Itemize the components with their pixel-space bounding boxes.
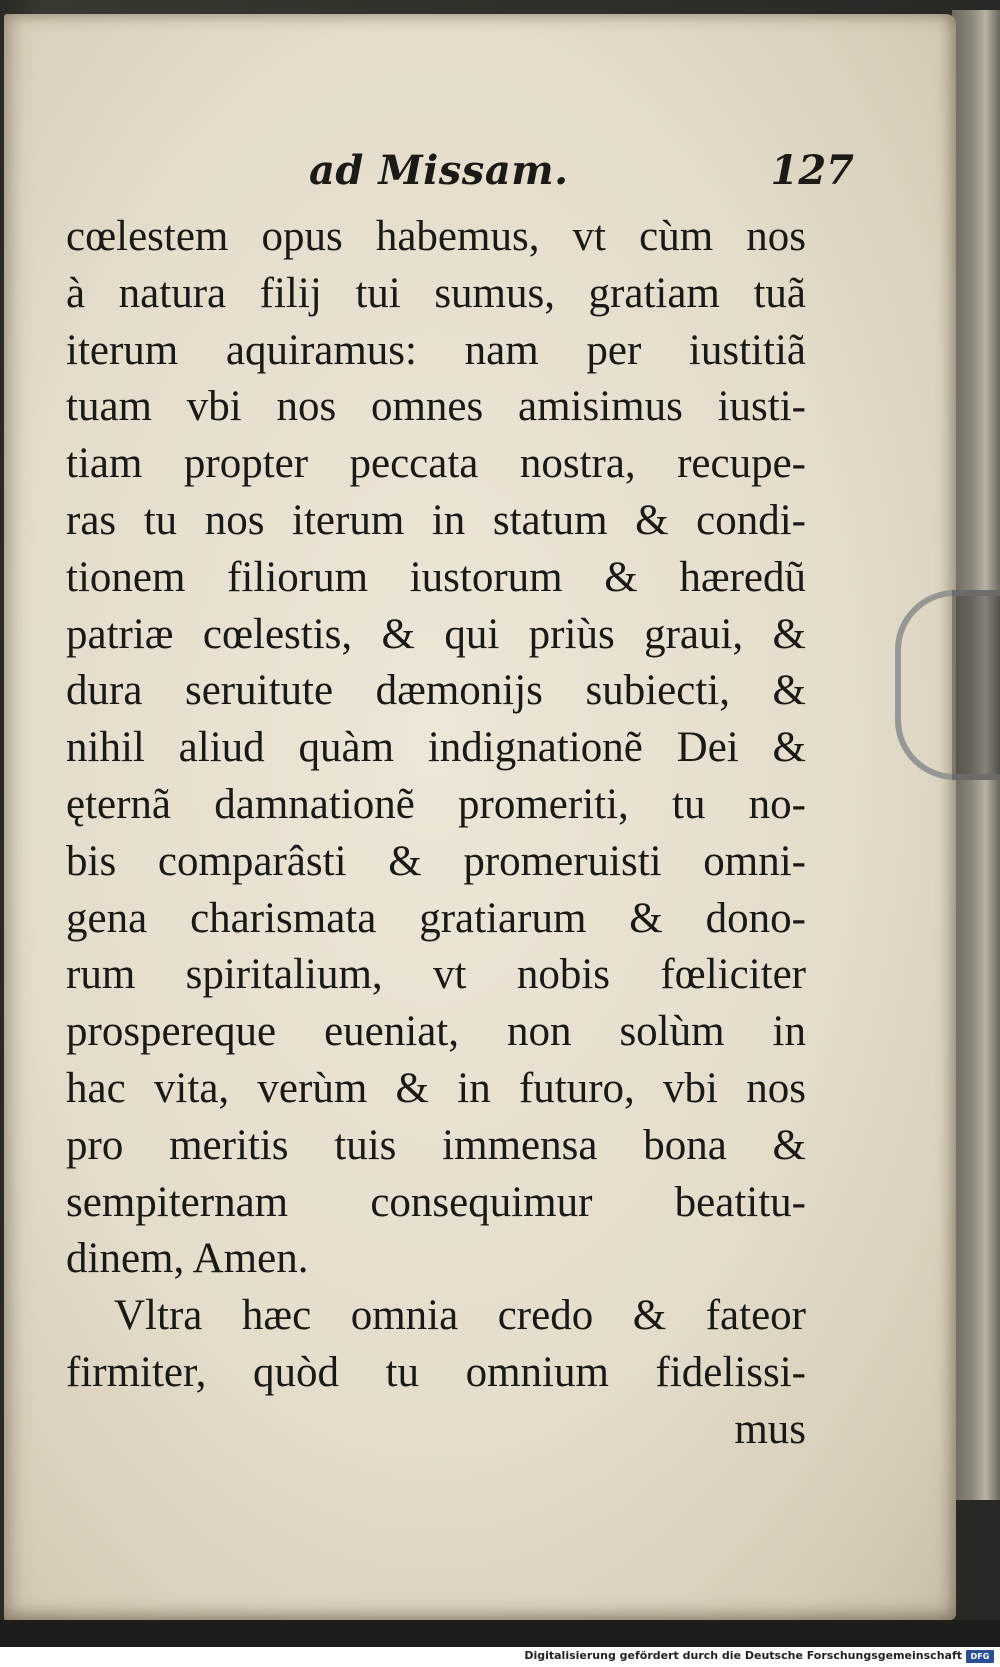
text-line: dinem, Amen. — [66, 1235, 309, 1283]
text-line: hac vita, verùm & in futuro, vbi nos — [66, 1064, 806, 1112]
text-line: Vltra hæc omnia credo & fateor — [114, 1292, 806, 1340]
text-line: ęternã damnationẽ promeriti, tu no- — [66, 780, 806, 828]
running-head: ad Missam. — [309, 147, 569, 194]
text-line: sempiternam consequimur beatitu- — [66, 1178, 806, 1226]
text-line: tiam propter peccata nostra, recupe- — [66, 440, 806, 488]
text-line: bis comparâsti & promeruisti omni- — [66, 837, 806, 885]
clip-shadow — [952, 590, 1000, 780]
text-line: rum spiritalium, vt nobis fœliciter — [66, 951, 806, 999]
text-line: gena charismata gratiarum & dono- — [66, 894, 806, 942]
text-line: à natura filij tui sumus, gratiam tuã — [66, 269, 806, 317]
text-line: pro meritis tuis immensa bona & — [66, 1121, 806, 1169]
text-line: cœlestem opus habemus, vt cùm nos — [66, 213, 806, 260]
text-line: firmiter, quòd tu omnium fidelissi- — [66, 1348, 806, 1396]
text-line: tionem filiorum iustorum & hæredũ — [66, 553, 806, 601]
scan-bottom-margin — [0, 1620, 1000, 1647]
text-line: nihil aliud quàm indignationẽ Dei & — [66, 724, 806, 772]
text-line: tuam vbi nos omnes amisimus iusti- — [66, 383, 806, 431]
funding-credit: Digitalisierung gefördert durch die Deutsche Forschungsgemeinschaft — [524, 1649, 962, 1662]
book-page — [4, 14, 956, 1620]
text-line: iterum aquiramus: nam per iustitiã — [66, 326, 806, 374]
text-line: dura seruitute dæmonijs subiecti, & — [66, 667, 806, 715]
page-header — [64, 139, 854, 199]
text-line: patriæ cœlestis, & qui priùs graui, & — [66, 610, 806, 658]
page-number: 127 — [770, 147, 854, 194]
text-line: prospereque eueniat, non solùm in — [66, 1008, 806, 1056]
text-line: ras tu nos iterum in statum & condi- — [66, 496, 806, 544]
dfg-logo: DFG — [966, 1650, 994, 1663]
catchword: mus — [734, 1405, 806, 1453]
body-text — [66, 209, 806, 1459]
credit-footer — [0, 1647, 1000, 1667]
